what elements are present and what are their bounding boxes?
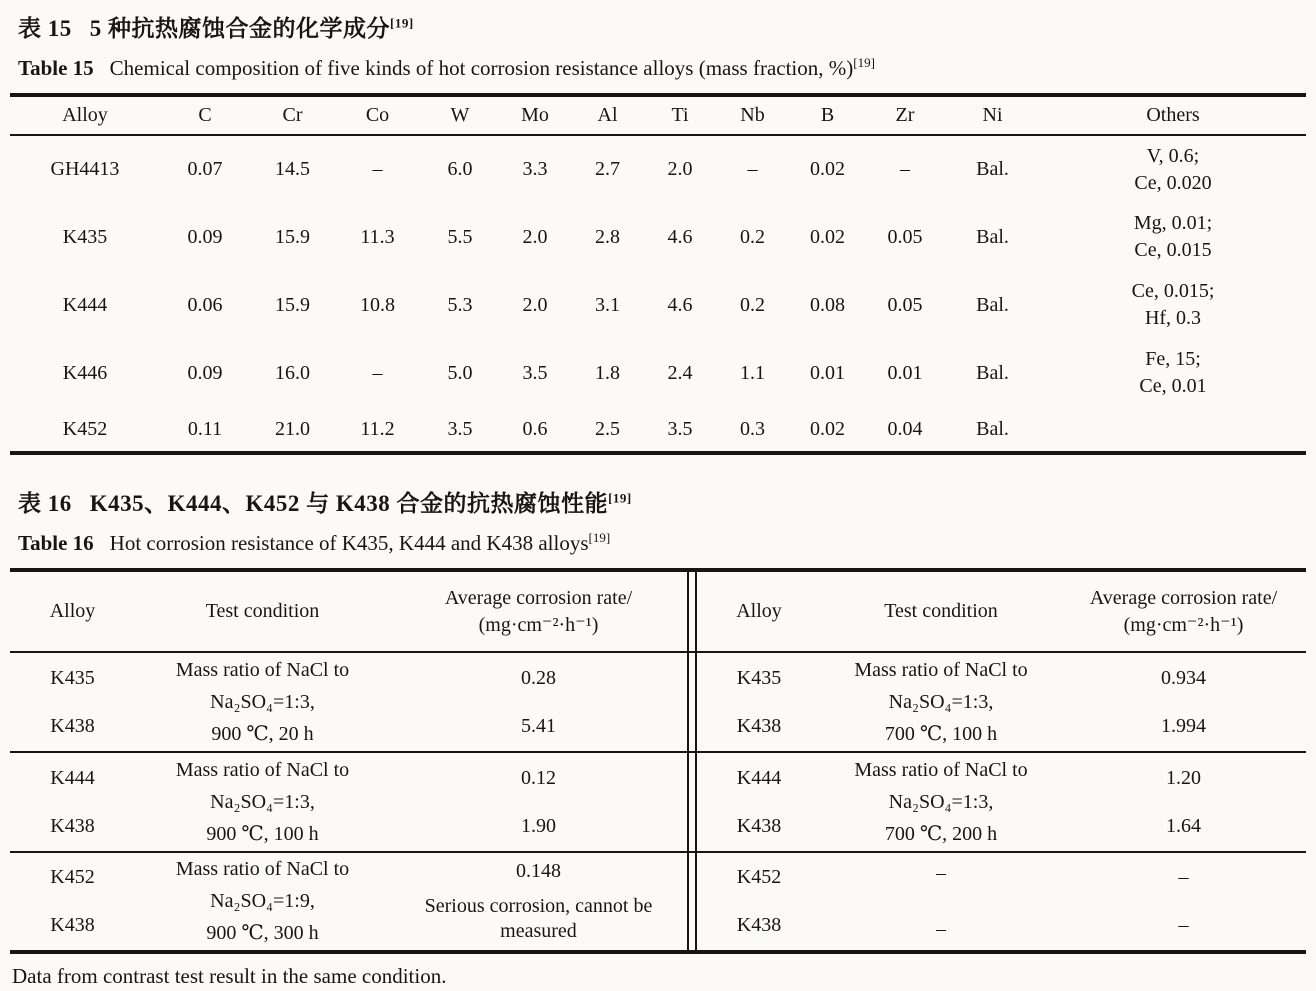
cell-others	[1040, 271, 1306, 339]
rate-header-unit: (mg·cm⁻²·h⁻¹)	[478, 613, 599, 636]
cell: 10.8	[360, 293, 395, 316]
condition-line: 700 ℃, 100 h	[884, 722, 998, 745]
cell: 2.7	[595, 158, 620, 180]
alloy-name: K435	[736, 666, 782, 689]
condition-line: Mass ratio of NaCl to	[854, 658, 1028, 681]
condition-line: 900 ℃, 20 h	[211, 722, 314, 745]
cell: 0.05	[887, 225, 923, 248]
table-15-composition	[10, 93, 1306, 455]
cell: 0.01	[810, 361, 845, 384]
condition-line: Mass ratio of NaCl to	[175, 758, 350, 781]
cell: 15.9	[275, 293, 310, 316]
corrosion-rate-cell	[390, 652, 688, 752]
alloy-name: K438	[50, 814, 95, 837]
header-cell-mo: Mo	[500, 95, 570, 135]
cell: 5.5	[447, 225, 473, 248]
cell: 15.9	[275, 225, 310, 248]
cell: 0.02	[810, 158, 845, 180]
condition-line: –	[936, 862, 946, 885]
table-16-corrosion	[10, 568, 1306, 954]
condition-line: Mass ratio of NaCl to	[175, 858, 350, 880]
table-16-group-row-1	[10, 652, 1306, 752]
cell: 5.0	[447, 361, 473, 384]
table16-caption-en-label: Table 16	[18, 531, 94, 555]
cell: 3.5	[667, 417, 693, 440]
test-condition-cell	[135, 852, 390, 952]
header-cell-w: W	[420, 95, 500, 135]
condition-line: Na₂SO₄=1:3,	[210, 690, 315, 713]
alloy-name: K438	[50, 914, 95, 936]
cell: 6.0	[447, 158, 473, 180]
cell: K446	[62, 361, 108, 384]
cell: 0.09	[187, 225, 223, 248]
cell: 0.2	[740, 293, 765, 316]
table-row-k435	[10, 203, 1306, 271]
test-condition-cell	[821, 752, 1061, 852]
cell: 0.09	[187, 361, 223, 384]
rate-value: 1.20	[1166, 766, 1201, 789]
header-cell-alloy: Alloy	[10, 95, 160, 135]
header-cell-alloy-left: Alloy	[49, 600, 96, 622]
header-cell-alloy-right: Alloy	[736, 600, 782, 622]
cell: 0.04	[887, 417, 923, 440]
corrosion-rate-cell	[390, 852, 688, 952]
test-condition-cell	[821, 852, 1061, 952]
table16-caption-en	[18, 531, 1306, 556]
header-cell-c: C	[160, 95, 250, 135]
others-line2: Hf, 0.3	[1144, 307, 1202, 329]
cell: –	[372, 361, 383, 384]
condition-line: Mass ratio of NaCl to	[854, 758, 1028, 781]
condition-line: Mass ratio of NaCl to	[175, 658, 350, 681]
cell: 0.05	[887, 293, 923, 316]
rate-value: –	[1178, 866, 1189, 888]
table15-caption-en-ref: [19]	[853, 55, 875, 70]
alloy-pair-cell	[10, 652, 135, 752]
alloy-name: K438	[736, 914, 782, 936]
header-cell-cr: Cr	[250, 95, 335, 135]
cell: 11.2	[360, 417, 395, 440]
alloy-pair-cell	[10, 752, 135, 852]
rate-header-line1: Average corrosion rate/	[1089, 586, 1278, 609]
table15-caption-en-text: Chemical composition of five kinds of hot corrosion resistance alloys (mass fraction, %)	[109, 56, 854, 80]
cell: 3.5	[522, 361, 548, 384]
table-16-header-row	[10, 570, 1306, 652]
alloy-name: K435	[50, 666, 95, 689]
header-cell-condition-left: Test condition	[205, 600, 320, 622]
table15-caption-en-label: Table 15	[18, 56, 94, 80]
condition-line: –	[936, 917, 946, 940]
header-cell-others: Others	[1040, 95, 1306, 135]
test-condition-cell	[135, 652, 390, 752]
cell: 0.07	[187, 158, 223, 180]
cell: Bal.	[976, 361, 1009, 384]
alloy-name: K438	[736, 814, 782, 837]
table-row-k452	[10, 407, 1306, 453]
alloy-pair-cell	[10, 852, 135, 952]
test-condition-cell	[135, 752, 390, 852]
table15-caption-en	[18, 56, 1306, 81]
test-condition-cell	[821, 652, 1061, 752]
header-cell-rate-right	[1061, 570, 1306, 652]
others-line2: Ce, 0.020	[1134, 171, 1212, 194]
alloy-pair-cell	[696, 852, 821, 952]
cell: –	[372, 158, 383, 180]
rate-value: Serious corrosion, cannot be measured	[424, 895, 653, 943]
cell-others	[1040, 135, 1306, 203]
table-row-k446	[10, 339, 1306, 407]
cell: 0.2	[740, 225, 765, 248]
header-cell-rate-left	[390, 570, 688, 652]
cell: 21.0	[275, 417, 310, 440]
rate-value: 0.28	[521, 666, 556, 689]
cell: 0.6	[522, 417, 548, 440]
cell-others	[1040, 339, 1306, 407]
cell: –	[900, 158, 910, 180]
corrosion-rate-cell	[1061, 852, 1306, 952]
cell: 0.3	[740, 417, 765, 440]
double-vertical-divider	[688, 752, 696, 852]
corrosion-rate-cell	[390, 752, 688, 852]
rate-value: –	[1178, 914, 1189, 936]
double-vertical-divider	[688, 570, 696, 652]
table15-caption-zh	[18, 10, 1306, 43]
header-cell-ni: Ni	[945, 95, 1040, 135]
cell: 1.1	[740, 361, 765, 384]
alloy-name: K438	[50, 714, 95, 737]
corrosion-rate-cell	[1061, 652, 1306, 752]
others-line2: Ce, 0.015	[1134, 239, 1212, 261]
cell: 0.02	[810, 417, 845, 440]
cell: Bal.	[976, 158, 1009, 180]
cell: 0.06	[187, 293, 223, 316]
header-cell-condition-right: Test condition	[884, 600, 998, 622]
header-cell-b: B	[790, 95, 865, 135]
cell: GH4413	[50, 158, 120, 180]
cell: 0.11	[187, 417, 223, 440]
condition-line: Na₂SO₄=1:3,	[210, 790, 315, 813]
rate-header-line1: Average corrosion rate/	[444, 586, 633, 609]
header-cell-ti: Ti	[645, 95, 715, 135]
rate-value: 1.90	[521, 814, 556, 837]
table-15-header-row	[10, 95, 1306, 135]
rate-value: 0.12	[521, 766, 556, 789]
rate-value: 1.994	[1161, 714, 1206, 737]
cell: K444	[62, 293, 108, 316]
table16-caption-en-ref: [19]	[588, 530, 611, 545]
condition-line: Na₂SO₄=1:3,	[888, 790, 994, 813]
cell: 4.6	[667, 225, 693, 248]
table-16-group-row-3	[10, 852, 1306, 952]
alloy-pair-cell	[696, 652, 821, 752]
cell: 3.1	[595, 293, 620, 316]
cell: 16.0	[275, 361, 310, 384]
cell: 5.3	[447, 293, 473, 316]
header-cell-zr: Zr	[865, 95, 945, 135]
header-cell-co: Co	[335, 95, 420, 135]
cell: 2.0	[522, 225, 548, 248]
alloy-name: K444	[736, 766, 782, 789]
condition-line: 900 ℃, 300 h	[206, 922, 319, 944]
cell: 0.02	[810, 225, 845, 248]
rate-value: 0.934	[1161, 666, 1206, 689]
cell: 0.08	[810, 293, 845, 316]
cell: 3.3	[522, 158, 548, 180]
alloy-name: K452	[736, 866, 782, 888]
table15-caption-zh-text: 5 种抗热腐蚀合金的化学成分	[89, 16, 390, 41]
table15-caption-zh-label: 表 15	[18, 16, 72, 41]
cell: 4.6	[667, 293, 693, 316]
table16-footnote: Data from contrast test result in the same condition.	[12, 964, 447, 988]
cell: 2.8	[595, 225, 620, 248]
table16-caption-zh-text: K435、K444、K452 与 K438 合金的抗热腐蚀性能	[89, 491, 609, 516]
cell: K452	[62, 417, 108, 440]
alloy-name: K444	[50, 766, 95, 789]
table16-caption-en-text: Hot corrosion resistance of K435, K444 and K438 alloys	[109, 531, 589, 555]
cell: Bal.	[976, 293, 1009, 316]
condition-line: Na₂SO₄=1:9,	[210, 890, 315, 912]
table16-caption-zh-ref: [19]	[608, 490, 632, 506]
condition-line: Na₂SO₄=1:3,	[888, 690, 994, 713]
cell: 14.5	[275, 158, 310, 180]
corrosion-rate-cell	[1061, 752, 1306, 852]
others-line1: Mg, 0.01;	[1133, 212, 1213, 234]
header-cell-nb: Nb	[715, 95, 790, 135]
double-vertical-divider	[688, 652, 696, 752]
cell: Bal.	[976, 417, 1009, 440]
condition-line: 900 ℃, 100 h	[206, 822, 319, 845]
condition-line: 700 ℃, 200 h	[884, 822, 998, 845]
others-line1: Ce, 0.015;	[1131, 280, 1215, 302]
cell: 1.8	[595, 361, 620, 384]
cell-others	[1040, 407, 1306, 453]
table16-caption-zh-label: 表 16	[18, 491, 72, 516]
rate-value: 0.148	[516, 859, 561, 882]
cell: 3.5	[447, 417, 473, 440]
cell-others	[1040, 203, 1306, 271]
header-cell-al: Al	[570, 95, 645, 135]
table15-caption-zh-ref: [19]	[390, 15, 414, 31]
cell: –	[747, 158, 758, 180]
rate-header-unit: (mg·cm⁻²·h⁻¹)	[1123, 613, 1244, 636]
others-line2: Ce, 0.01	[1139, 375, 1207, 397]
cell: K435	[62, 225, 108, 248]
double-vertical-divider	[688, 852, 696, 952]
cell: 2.4	[667, 361, 693, 384]
table16-caption-zh	[18, 485, 1306, 518]
alloy-name: K452	[50, 866, 95, 888]
cell: Bal.	[976, 225, 1009, 248]
cell: 2.0	[667, 158, 693, 180]
alloy-name: K438	[736, 714, 782, 737]
rate-value: 5.41	[521, 714, 556, 737]
table-row-k444	[10, 271, 1306, 339]
others-line1: V, 0.6;	[1146, 144, 1200, 167]
others-line1: Fe, 15;	[1145, 348, 1201, 370]
cell: 2.5	[595, 417, 620, 440]
rate-value: 1.64	[1166, 814, 1201, 837]
cell: 11.3	[360, 225, 395, 248]
table-row-gh4413	[10, 135, 1306, 203]
cell: 2.0	[522, 293, 548, 316]
table-16-group-row-2	[10, 752, 1306, 852]
cell: 0.01	[887, 361, 923, 384]
alloy-pair-cell	[696, 752, 821, 852]
